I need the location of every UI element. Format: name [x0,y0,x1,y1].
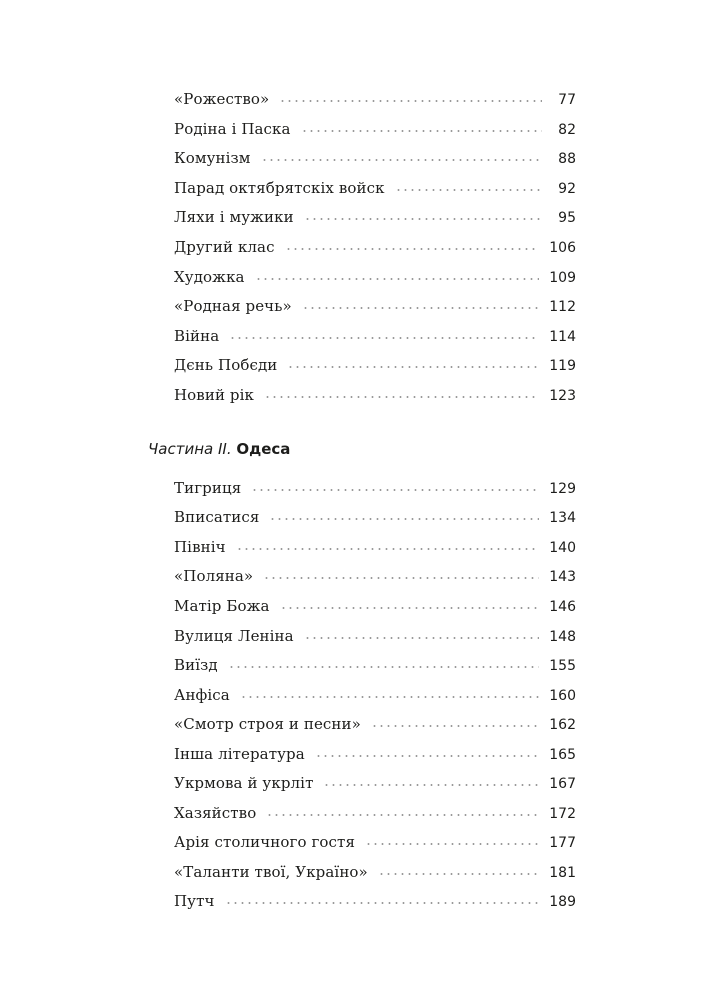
dot-leader [280,607,540,609]
part-heading-prefix: Частина ІІ. [148,440,232,458]
toc-entry-title: «Рожество» [174,90,270,108]
toc-entry-page: 162 [549,717,576,733]
toc-entry-title: Укрмова й укрліт [174,774,314,792]
toc-entry [174,325,576,347]
dot-leader [365,843,539,845]
dot-leader [371,725,539,727]
dot-leader [285,248,540,250]
toc-entry-title: Ляхи і мужики [174,208,294,226]
toc-entry [174,743,576,765]
dot-leader [301,130,542,132]
dot-leader [323,784,539,786]
dot-leader [229,337,539,339]
toc-entry-page: 114 [549,329,576,345]
dot-leader [304,218,542,220]
toc-entry-title: Хазяйство [174,804,257,822]
toc-entry-page: 88 [558,151,576,167]
toc-entry-page: 129 [549,481,576,497]
toc-entry-page: 165 [549,747,576,763]
toc-entry [174,354,576,376]
dot-leader [225,902,540,904]
toc-entry-title: Художка [174,268,245,286]
dot-leader [302,307,540,309]
toc-entry-title: «Таланти твої, Україно» [174,863,368,881]
toc-entry [174,506,576,528]
toc-entry-page: 112 [549,299,576,315]
dot-leader [251,489,539,491]
toc-entry [174,595,576,617]
toc-entry-title: Комунізм [174,149,251,167]
toc-entry [174,147,576,169]
toc-entry-page: 92 [558,181,576,197]
toc-entry [174,536,576,558]
toc-entry-title: «Поляна» [174,567,254,585]
toc-entry-title: Північ [174,538,226,556]
toc-entry-page: 155 [549,658,576,674]
toc-entry [174,295,576,317]
toc-entry-title: Анфіса [174,686,230,704]
toc-entry [174,802,576,824]
part-heading [148,438,290,460]
dot-leader [228,666,540,668]
dot-leader [240,696,539,698]
toc-entry-title: Парад октябрятскіх войск [174,179,385,197]
toc-entry-title: Тигриця [174,479,242,497]
toc-entry-title: Інша література [174,745,305,763]
dot-leader [304,637,540,639]
toc-entry [174,861,576,883]
toc-entry [174,684,576,706]
toc-entry-title: Путч [174,892,215,910]
toc-entry [174,236,576,258]
toc-entry [174,266,576,288]
toc-entry [174,831,576,853]
toc-entry [174,177,576,199]
toc-entry [174,654,576,676]
toc-entry-title: Матір Божа [174,597,270,615]
toc-entry-page: 95 [558,210,576,226]
dot-leader [236,548,540,550]
toc-entry-title: Новий рік [174,386,254,404]
toc-entry-page: 146 [549,599,576,615]
toc-entry-title: «Смотр строя и песни» [174,715,361,733]
toc-entry [174,772,576,794]
dot-leader [255,278,540,280]
toc-entry-page: 172 [549,806,576,822]
dot-leader [378,873,539,875]
dot-leader [315,755,539,757]
dot-leader [264,396,539,398]
dot-leader [287,366,539,368]
toc-entry-page: 123 [549,388,576,404]
toc-entry-title: «Родная речь» [174,297,292,315]
toc-entry [174,890,576,912]
part-heading-name: Одеса [236,440,291,458]
toc-entry [174,384,576,406]
toc-entry-page: 106 [549,240,576,256]
toc-entry-title: Другий клас [174,238,275,256]
toc-entry-page: 140 [549,540,576,556]
toc-entry-page: 82 [558,122,576,138]
toc-entry-page: 177 [549,835,576,851]
toc-entry-title: Вписатися [174,508,260,526]
toc-entry-title: Війна [174,327,220,345]
dot-leader [263,577,539,579]
toc-entry [174,88,576,110]
toc-entry-page: 189 [549,894,576,910]
toc-entry-page: 119 [549,358,576,374]
dot-leader [395,189,542,191]
toc-entry-title: Вулиця Леніна [174,627,294,645]
toc-entry-title: Виїзд [174,656,218,674]
dot-leader [261,159,542,161]
toc-entry-page: 167 [549,776,576,792]
toc-entry-title: Родіна і Паска [174,120,291,138]
toc-entry [174,565,576,587]
toc-entry [174,713,576,735]
toc-entry-title: Дєнь Побєди [174,356,278,374]
toc-entry-page: 181 [549,865,576,881]
toc-entry-page: 134 [549,510,576,526]
toc-entry [174,206,576,228]
toc-entry-page: 143 [549,569,576,585]
toc-entry-page: 109 [549,270,576,286]
toc-entry [174,118,576,140]
toc-entry-page: 148 [549,629,576,645]
dot-leader [279,100,542,102]
toc-entry [174,625,576,647]
toc-entry-page: 160 [549,688,576,704]
toc-entry-page: 77 [558,92,576,108]
dot-leader [269,518,539,520]
toc-entry [174,477,576,499]
toc-entry-title: Арія столичного гостя [174,833,356,851]
dot-leader [266,814,539,816]
